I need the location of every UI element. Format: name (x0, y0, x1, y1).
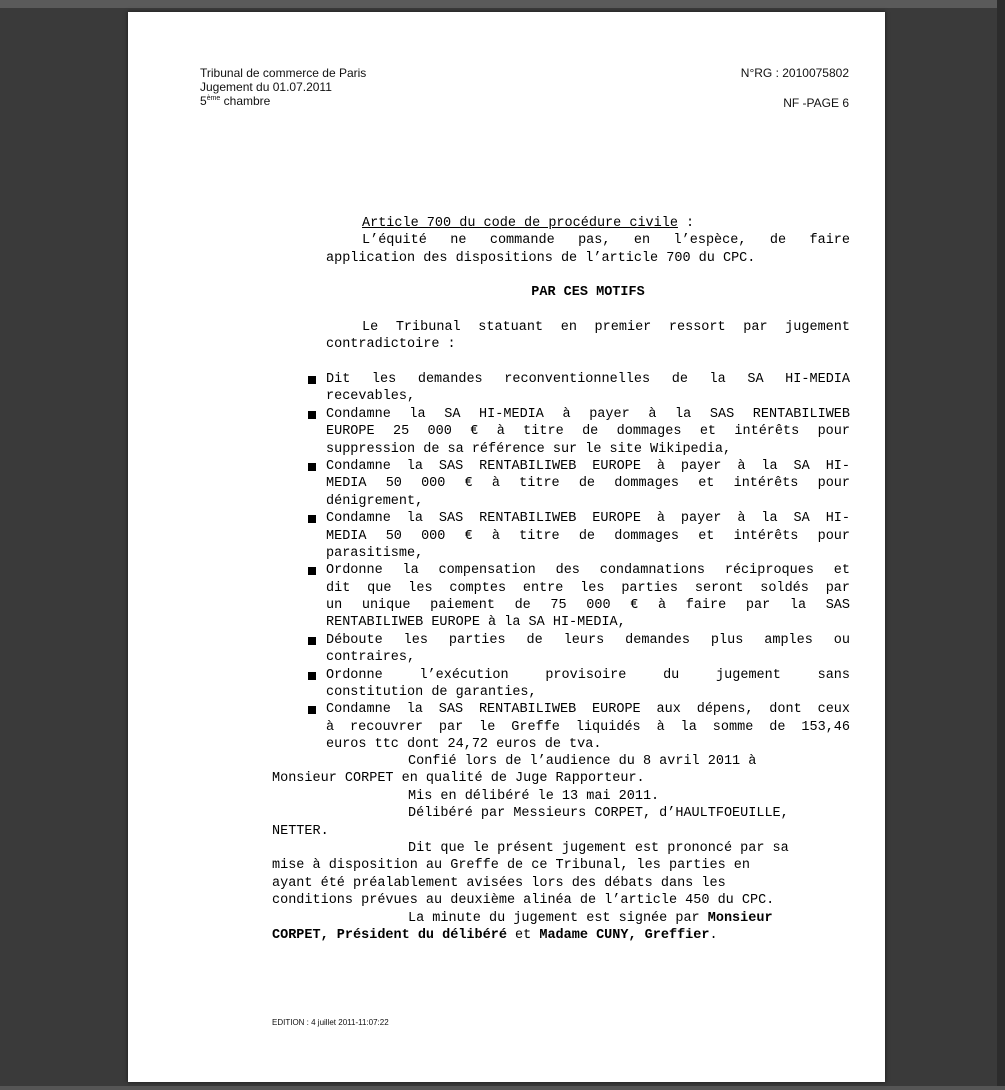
bullet-square-icon (308, 672, 316, 680)
par-ces-motifs-heading: PAR CES MOTIFS (531, 285, 645, 300)
viewer-bottom-bar (0, 1086, 1005, 1090)
minute-line-2: CORPET, Président du délibéré et Madame CUNY, Greffier. (272, 927, 718, 943)
dit-line-1: Dit que le présent jugement est prononcé par sa (408, 840, 789, 856)
bullet-square-icon (308, 706, 316, 714)
confie-line-2: Monsieur CORPET en qualité de Juge Rapporteur. (272, 771, 645, 787)
ruling-item: Condamne la SAS RENTABILIWEB EUROPE à payer à la SA HI- MEDIA 50 000 € à titre de dommages et intérêts pour dénigrement, (308, 458, 850, 510)
ruling-item: Dit les demandes reconventionnelles de la SA HI-MEDIA recevables, (308, 371, 850, 406)
chamber: 5ème chambre (200, 94, 271, 108)
ruling-item: Ordonne la compensation des condamnations réciproques et dit que les comptes entre les parties seront soldés par un unique paiement de 75 000 € à faire par la SAS RENTABILIWEB EUROPE à la SA HI-MEDIA, (308, 562, 850, 632)
ruling-item: Déboute les parties de leurs demandes plus amples ou contraires, (308, 632, 850, 667)
dit-line-2: mise à disposition au Greffe de ce Tribunal, les parties en (272, 858, 750, 874)
motifs-intro (326, 319, 850, 354)
ruling-list (308, 371, 850, 754)
closing-section (272, 753, 832, 944)
header-left (200, 66, 366, 108)
article-700-section (326, 215, 850, 267)
judgment-date: Jugement du 01.07.2011 (200, 80, 332, 94)
motifs-intro-line-2: contradictoire : (326, 337, 456, 353)
ruling-item: Condamne la SA HI-MEDIA à payer à la SAS RENTABILIWEB EUROPE 25 000 € à titre de dommages et intérêts pour suppression de sa référence sur le site Wikipedia, (308, 406, 850, 458)
motifs-intro-line-1: Le Tribunal statuant en premier ressort par jugement (362, 320, 850, 335)
confie-line-1: Confié lors de l’audience du 8 avril 2011 à (408, 754, 757, 769)
ruling-item: Ordonne l’exécution provisoire du jugement sans constitution de garanties, (308, 667, 850, 702)
mis-en-delibere: Mis en délibéré le 13 mai 2011. (408, 788, 660, 804)
rg-number: N°RG : 2010075802 (740, 66, 849, 80)
bullet-square-icon (308, 567, 316, 575)
minute-line-1: La minute du jugement est signée par Monsieur (408, 910, 773, 926)
bullet-square-icon (308, 515, 316, 523)
delibere-line-2: NETTER. (272, 823, 329, 839)
edition-footer: EDITION : 4 juillet 2011-11:07:22 (272, 1018, 389, 1027)
article-700-line-2: application des dispositions de l’article 700 du CPC. (326, 250, 756, 266)
bullet-square-icon (308, 411, 316, 419)
document-page (128, 12, 885, 1082)
bullet-square-icon (308, 637, 316, 645)
delibere-line-1: Délibéré par Messieurs CORPET, d’HAULTFOEUILLE, (408, 806, 789, 822)
viewer-top-bar (0, 0, 1005, 8)
dit-line-4: conditions prévues au deuxième alinéa de l’article 450 du CPC. (272, 893, 775, 909)
ruling-item: Condamne la SAS RENTABILIWEB EUROPE à payer à la SA HI- MEDIA 50 000 € à titre de dommages et intérêts pour parasitisme, (308, 510, 850, 562)
viewer-scrollbar[interactable] (997, 0, 1005, 1090)
bullet-square-icon (308, 463, 316, 471)
page-number: NF -PAGE 6 (783, 96, 849, 110)
bullet-square-icon (308, 376, 316, 384)
ruling-item: Condamne la SAS RENTABILIWEB EUROPE aux dépens, dont ceux à recouvrer par le Greffe liquidés à la somme de 153,46 euros ttc dont 24,72 euros de tva. (308, 701, 850, 753)
court-name: Tribunal de commerce de Paris (200, 66, 367, 80)
article-700-line-1: L’équité ne commande pas, en l’espèce, de faire (362, 233, 850, 249)
article-700-title: Article 700 du code de procédure civile : (362, 216, 695, 231)
dit-line-3: ayant été préalablement avisées lors des débats dans les (272, 875, 726, 891)
